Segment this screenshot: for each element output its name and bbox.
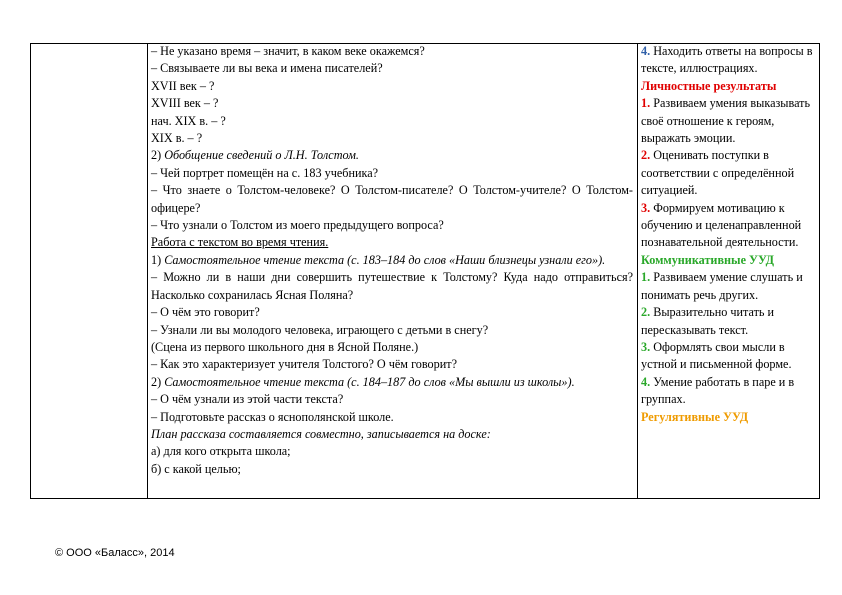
- heading-personal-results: Личностные результаты: [641, 78, 777, 93]
- item-text: Формируем мотивацию к обучению и целенаправленной познавательной деятельности.: [641, 200, 802, 250]
- item-text: Оценивать поступки в соответствии с определённой ситуацией.: [641, 148, 795, 198]
- text-line: б) с какой целью;: [151, 461, 241, 476]
- text-line: [151, 147, 633, 164]
- item-number: 4.: [641, 374, 651, 389]
- lesson-table: [30, 43, 820, 499]
- text-line: [151, 374, 633, 391]
- text-line: – Не указано время – значит, в каком веке окажемся?: [151, 44, 425, 58]
- text-line: [151, 252, 633, 269]
- result-item: [641, 374, 815, 409]
- item-text: Находить ответы на вопросы в тексте, иллюстрациях.: [641, 44, 813, 76]
- item-number: 2): [151, 148, 162, 163]
- text-line: – О чём узнали из этой части текста?: [151, 392, 344, 407]
- item-text: Умение работать в паре и в группах.: [641, 374, 795, 407]
- text-line: нач. XIX в. – ?: [151, 113, 226, 128]
- text-line: – Подготовьте рассказ о яснополянской школе.: [151, 409, 394, 424]
- item-number: 1): [151, 252, 162, 267]
- text-line: (Сцена из первого школьного дня в Ясной Поляне.): [151, 339, 419, 354]
- text-line: – Узнали ли вы молодого человека, играющего с детьми в снегу?: [151, 322, 489, 337]
- table-right-border: [819, 43, 820, 499]
- item-number: 1.: [641, 96, 651, 111]
- text-line: – Что узнали о Толстом из моего предыдущего вопроса?: [151, 218, 444, 233]
- table-left-border: [30, 43, 31, 499]
- table-bottom-border: [30, 498, 820, 499]
- result-item: [641, 147, 815, 199]
- text-line: а) для кого открыта школа;: [151, 444, 291, 459]
- text-line: XVIII век – ?: [151, 96, 219, 111]
- item-number: 4.: [641, 44, 651, 58]
- item-number: 2.: [641, 305, 651, 320]
- section-heading: Работа с текстом во время чтения.: [151, 235, 329, 250]
- item-text: Оформлять свои мысли в устной и письменной форме.: [641, 339, 792, 372]
- text-line: – Чей портрет помещён на с. 183 учебника?: [151, 165, 379, 180]
- result-item: [641, 304, 815, 339]
- item-number: 2): [151, 374, 162, 389]
- italic-note: План рассказа составляется совместно, записывается на доске:: [151, 426, 491, 441]
- text-line: [151, 234, 633, 251]
- column-divider-1: [147, 43, 148, 499]
- item-number: 3.: [641, 200, 651, 215]
- text-line: XVII век – ?: [151, 78, 215, 93]
- text-line: – Связываете ли вы века и имена писателей?: [151, 61, 383, 76]
- item-text: Развиваем умения выказывать своё отношение к героям, выражать эмоции.: [641, 96, 811, 146]
- result-item: [641, 269, 815, 304]
- results-column: [641, 43, 815, 426]
- text-line: XIX в. – ?: [151, 131, 203, 146]
- text-line: – О чём это говорит?: [151, 305, 260, 320]
- item-text: Выразительно читать и пересказывать текст.: [641, 305, 775, 337]
- result-item: [641, 43, 815, 78]
- column-divider-2: [637, 43, 638, 499]
- heading-regulatory: Регулятивные УУД: [641, 409, 749, 424]
- item-text: Развиваем умение слушать и понимать речь других.: [641, 270, 803, 302]
- text-line: – Что знаете о Толстом-человеке? О Толстом-писателе? О Толстом-учителе? О Толстом-офицере?: [151, 183, 633, 215]
- italic-instruction: Самостоятельное чтение текста (с. 183–184 до слов «Наши близнецы узнали его»).: [164, 252, 606, 267]
- activity-column: [151, 43, 633, 478]
- copyright-footer: © ООО «Баласс», 2014: [55, 547, 175, 559]
- text-line: – Как это характеризует учителя Толстого? О чём говорит?: [151, 357, 457, 372]
- result-item: [641, 95, 815, 147]
- text-line: [151, 426, 633, 443]
- italic-heading: Обобщение сведений о Л.Н. Толстом.: [164, 148, 359, 163]
- item-number: 3.: [641, 339, 651, 354]
- result-item: [641, 200, 815, 252]
- item-number: 1.: [641, 270, 651, 285]
- item-number: 2.: [641, 148, 651, 163]
- heading-communicative: Коммуникативные УУД: [641, 252, 775, 267]
- result-item: [641, 339, 815, 374]
- text-line: – Можно ли в наши дни совершить путешествие к Толстому? Куда надо отправиться? Насколько сохранилась Ясная Поляна?: [151, 270, 633, 302]
- italic-instruction: Самостоятельное чтение текста (с. 184–187 до слов «Мы вышли из школы»).: [164, 374, 575, 389]
